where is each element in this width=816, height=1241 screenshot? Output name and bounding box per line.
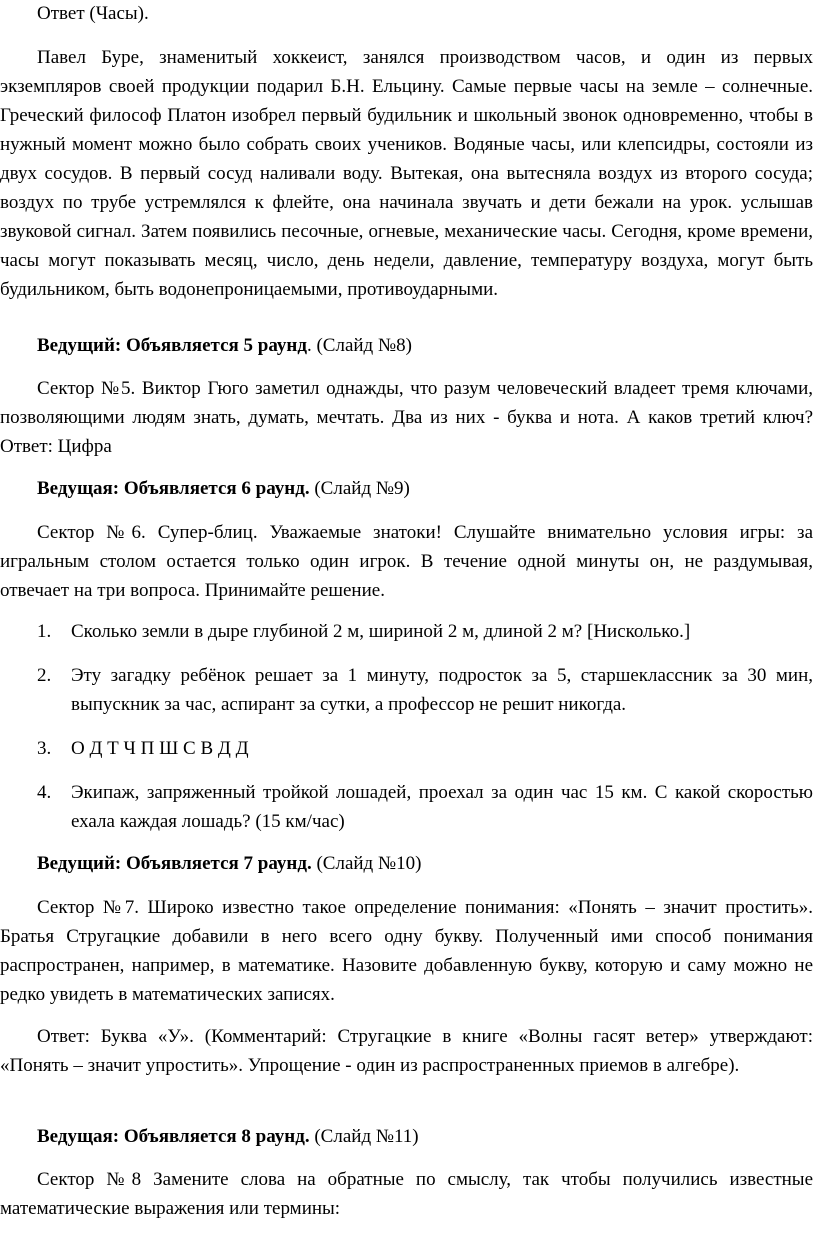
list-item-number: 4. <box>37 782 52 803</box>
sector-6-paragraph: Сектор №6. Супер-блиц. Уважаемые знатоки! Слушайте внимательно условия игры: за игральным столом остается только один игрок. В течение одной минуты он, не раздумывая, отвечает на три вопроса. Принимайте решение. <box>0 522 813 601</box>
round-7-heading <box>0 849 813 878</box>
round-8-bold: Ведущая: Объявляется 8 раунд. <box>37 1126 310 1147</box>
intro-answer: Ответ (Часы). <box>37 3 149 24</box>
sector-8-paragraph: Сектор №8 Замените слова на обратные по смыслу, так чтобы получились известные математические выражения или термины: <box>0 1169 813 1219</box>
round-6-rest: (Слайд №9) <box>309 478 410 499</box>
blitz-question-list <box>0 617 813 836</box>
list-item-number: 2. <box>37 665 52 686</box>
list-item <box>0 778 813 836</box>
sector-7-paragraph: Сектор №7. Широко известно такое определение понимания: «Понять – значит простить». Братья Стругацкие добавили в него всего одну букву. Полученный ими способ понимания распространен, например, в математике. Назовите добавленную букву, которую и саму можно не редко увидеть в математических записях. <box>0 897 813 1005</box>
list-item <box>0 734 813 763</box>
list-item-number: 3. <box>37 738 52 759</box>
round-5-heading <box>0 331 813 360</box>
list-item-text: Экипаж, запряженный тройкой лошадей, проехал за один час 15 км. С какой скоростью ехала каждая лошадь? (15 км/час) <box>71 782 813 832</box>
round-6-heading <box>0 474 813 503</box>
round-6-bold: Ведущая: Объявляется 6 раунд. <box>37 478 310 499</box>
sector-5-paragraph: Сектор №5. Виктор Гюго заметил однажды, что разум человеческий владеет тремя ключами, позволяющими людям знать, думать, мечтать. Два из них - буква и нота. А каков третий ключ? Ответ: Цифра <box>0 378 813 457</box>
list-item <box>0 661 813 719</box>
list-item-text: Эту загадку ребёнок решает за 1 минуту, подросток за 5, старшеклассник за 30 мин, выпускник за час, аспирант за сутки, а профессор не решит никогда. <box>71 665 813 715</box>
round-8-heading <box>0 1122 813 1151</box>
answer-7-paragraph: Ответ: Буква «У». (Комментарий: Стругацкие в книге «Волны гасят ветер» утверждают: «Понять – значит упростить». Упрощение - один из распространенных приемов в алгебре). <box>0 1026 813 1076</box>
round-5-bold: Ведущий: Объявляется 5 раунд <box>37 335 307 356</box>
round-7-bold: Ведущий: Объявляется 7 раунд. <box>37 853 312 874</box>
round-8-rest: (Слайд №11) <box>309 1126 419 1147</box>
list-item-text: О Д Т Ч П Ш С В Д Д <box>71 738 249 759</box>
list-item <box>0 617 813 646</box>
clocks-paragraph: Павел Буре, знаменитый хоккеист, занялся производством часов, и один из первых экземпляров своей продукции подарил Б.Н. Ельцину. Самые первые часы на земле – солнечные. Греческий философ Платон изобрел первый будильник и школьный звонок одновременно, чтобы в нужный момент можно было собрать своих учеников. Водяные часы, или клепсидры, состояли из двух сосудов. В первый сосуд наливали воду. Вытекая, она вытесняла воздух из второго сосуда; воздух по трубе устремлялся к флейте, она начинала звучать и дети бежали на урок. услышав звуковой сигнал. Затем появились песочные, огневые, механические часы. Сегодня, кроме времени, часы могут показывать месяц, число, день недели, давление, температуру воздуха, могут быть будильником, быть водонепроницаемыми, противоударными. <box>0 47 813 300</box>
round-5-rest: . (Слайд №8) <box>306 335 412 356</box>
list-item-number: 1. <box>37 621 52 642</box>
list-item-text: Сколько земли в дыре глубиной 2 м, шириной 2 м, длиной 2 м? [Нисколько.] <box>71 621 691 642</box>
round-7-rest: (Слайд №10) <box>311 853 422 874</box>
